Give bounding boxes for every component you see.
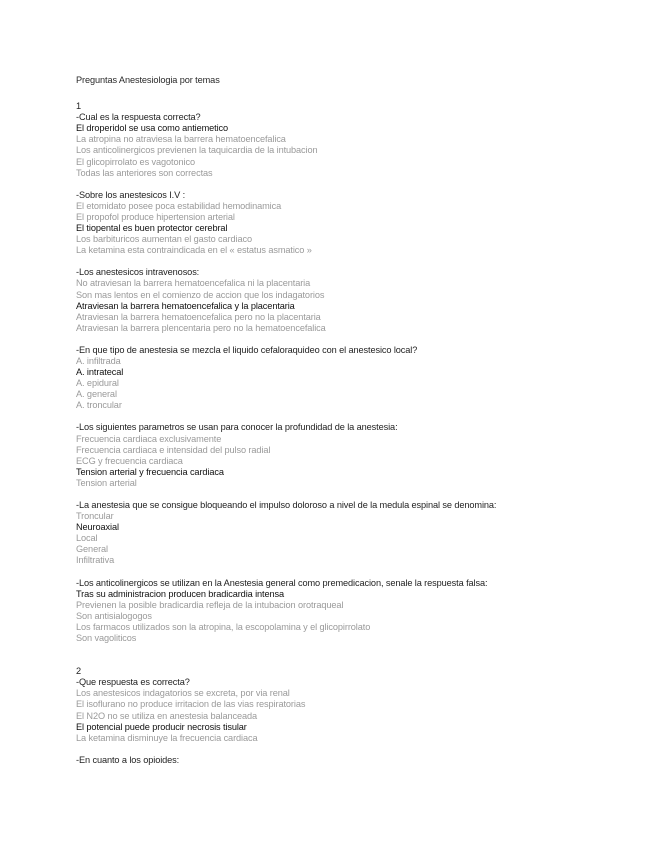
answer-option: A. epidural (76, 378, 119, 389)
answer-option: Atraviesan la barrera plencentaria pero no la hematoencefalica (76, 322, 326, 333)
answer-option: El isoflurano no produce irritacion de las vias respiratorias (76, 699, 306, 710)
answer-option: Los farmacos utilizados son la atropina, la escopolamina y el glicopirrolato (76, 621, 371, 632)
document-page (76, 75, 636, 766)
answer-option: General (76, 544, 108, 555)
answer-option: La atropina no atraviesa la barrera hematoencefalica (76, 134, 286, 145)
answer-option-correct: Tension arterial y frecuencia cardiaca (76, 466, 224, 477)
answer-option-correct: Neuroaxial (76, 522, 119, 533)
section-number: 1 (76, 101, 82, 112)
answer-option: A. general (76, 389, 117, 400)
question-text: -Los siguientes parametros se usan para conocer la profundidad de la anestesia: (76, 422, 398, 433)
answer-option: Son mas lentos en el comienzo de accion que los indagatorios (76, 289, 325, 300)
answer-option: Troncular (76, 511, 114, 522)
answer-option: Atraviesan la barrera hematoencefalica pero no la placentaria (76, 311, 321, 322)
answer-option-correct: A. intratecal (76, 367, 124, 378)
answer-option: Previenen la posible bradicardia refleja de la intubacion orotraqueal (76, 599, 344, 610)
answer-option: Los anticolinergicos previenen la taquicardia de la intubacion (76, 145, 318, 156)
answer-option: Son antisialogogos (76, 610, 152, 621)
question-text: -La anestesia que se consigue bloqueando el impulso doloroso a nivel de la medula espinal se denomina: (76, 500, 497, 510)
answer-option: A. infiltrada (76, 355, 121, 366)
answer-option-correct: Tras su administracion producen bradicardia intensa (76, 588, 285, 599)
question-text: -Los anestesicos intravenosos: (76, 267, 200, 278)
answer-option: Los barbituricos aumentan el gasto cardiaco (76, 234, 252, 245)
answer-option: ECG y frecuencia cardiaca (76, 455, 183, 466)
answer-option: El etomidato posee poca estabilidad hemodinamica (76, 200, 282, 211)
answer-option: Frecuencia cardiaca e intensidad del pulso radial (76, 444, 271, 455)
document-content (76, 101, 636, 766)
answer-option: Todas las anteriores son correctas (76, 167, 213, 178)
answer-option: No atraviesan la barrera hematoencefalica ni la placentaria (76, 278, 311, 289)
question-text: -Que respuesta es correcta? (76, 677, 190, 688)
answer-option-correct: El potencial puede producir necrosis tisular (76, 721, 247, 732)
answer-option-correct: El tiopental es buen protector cerebral (76, 223, 228, 234)
answer-option: Son vagoliticos (76, 633, 137, 644)
question-text: -Sobre los anestesicos I.V : (76, 189, 186, 200)
answer-option: A. troncular (76, 400, 122, 411)
answer-option: El propofol produce hipertension arterial (76, 211, 235, 222)
answer-option: Local (76, 533, 98, 544)
question-text: -Los anticolinergicos se utilizan en la Anestesia general como premedicacion, senale la respuesta falsa: (76, 577, 488, 588)
answer-option: La ketamina esta contraindicada en el « estatus asmatico » (76, 245, 312, 256)
answer-option: Frecuencia cardiaca exclusivamente (76, 433, 222, 444)
document-title: Preguntas Anestesiologia por temas (76, 75, 220, 85)
answer-option: Infiltrativa (76, 555, 115, 566)
answer-option: El glicopirrolato es vagotonico (76, 156, 195, 167)
question-text: -En cuanto a los opioides: (76, 754, 180, 765)
answer-option: Los anestesicos indagatorios se excreta, por via renal (76, 688, 290, 699)
answer-option-correct: El droperidol se usa como antiemetico (76, 123, 229, 134)
answer-option: La ketamina disminuye la frecuencia cardiaca (76, 732, 258, 743)
answer-option-correct: Atraviesan la barrera hematoencefalica y la placentaria (76, 300, 295, 311)
answer-option: Tension arterial (76, 477, 137, 488)
question-text: -En que tipo de anestesia se mezcla el liquido cefaloraquideo con el anestesico local? (76, 344, 418, 355)
section-number: 2 (76, 666, 82, 677)
answer-option: El N2O no se utiliza en anestesia balanceada (76, 710, 258, 721)
question-text: -Cual es la respuesta correcta? (76, 112, 201, 123)
